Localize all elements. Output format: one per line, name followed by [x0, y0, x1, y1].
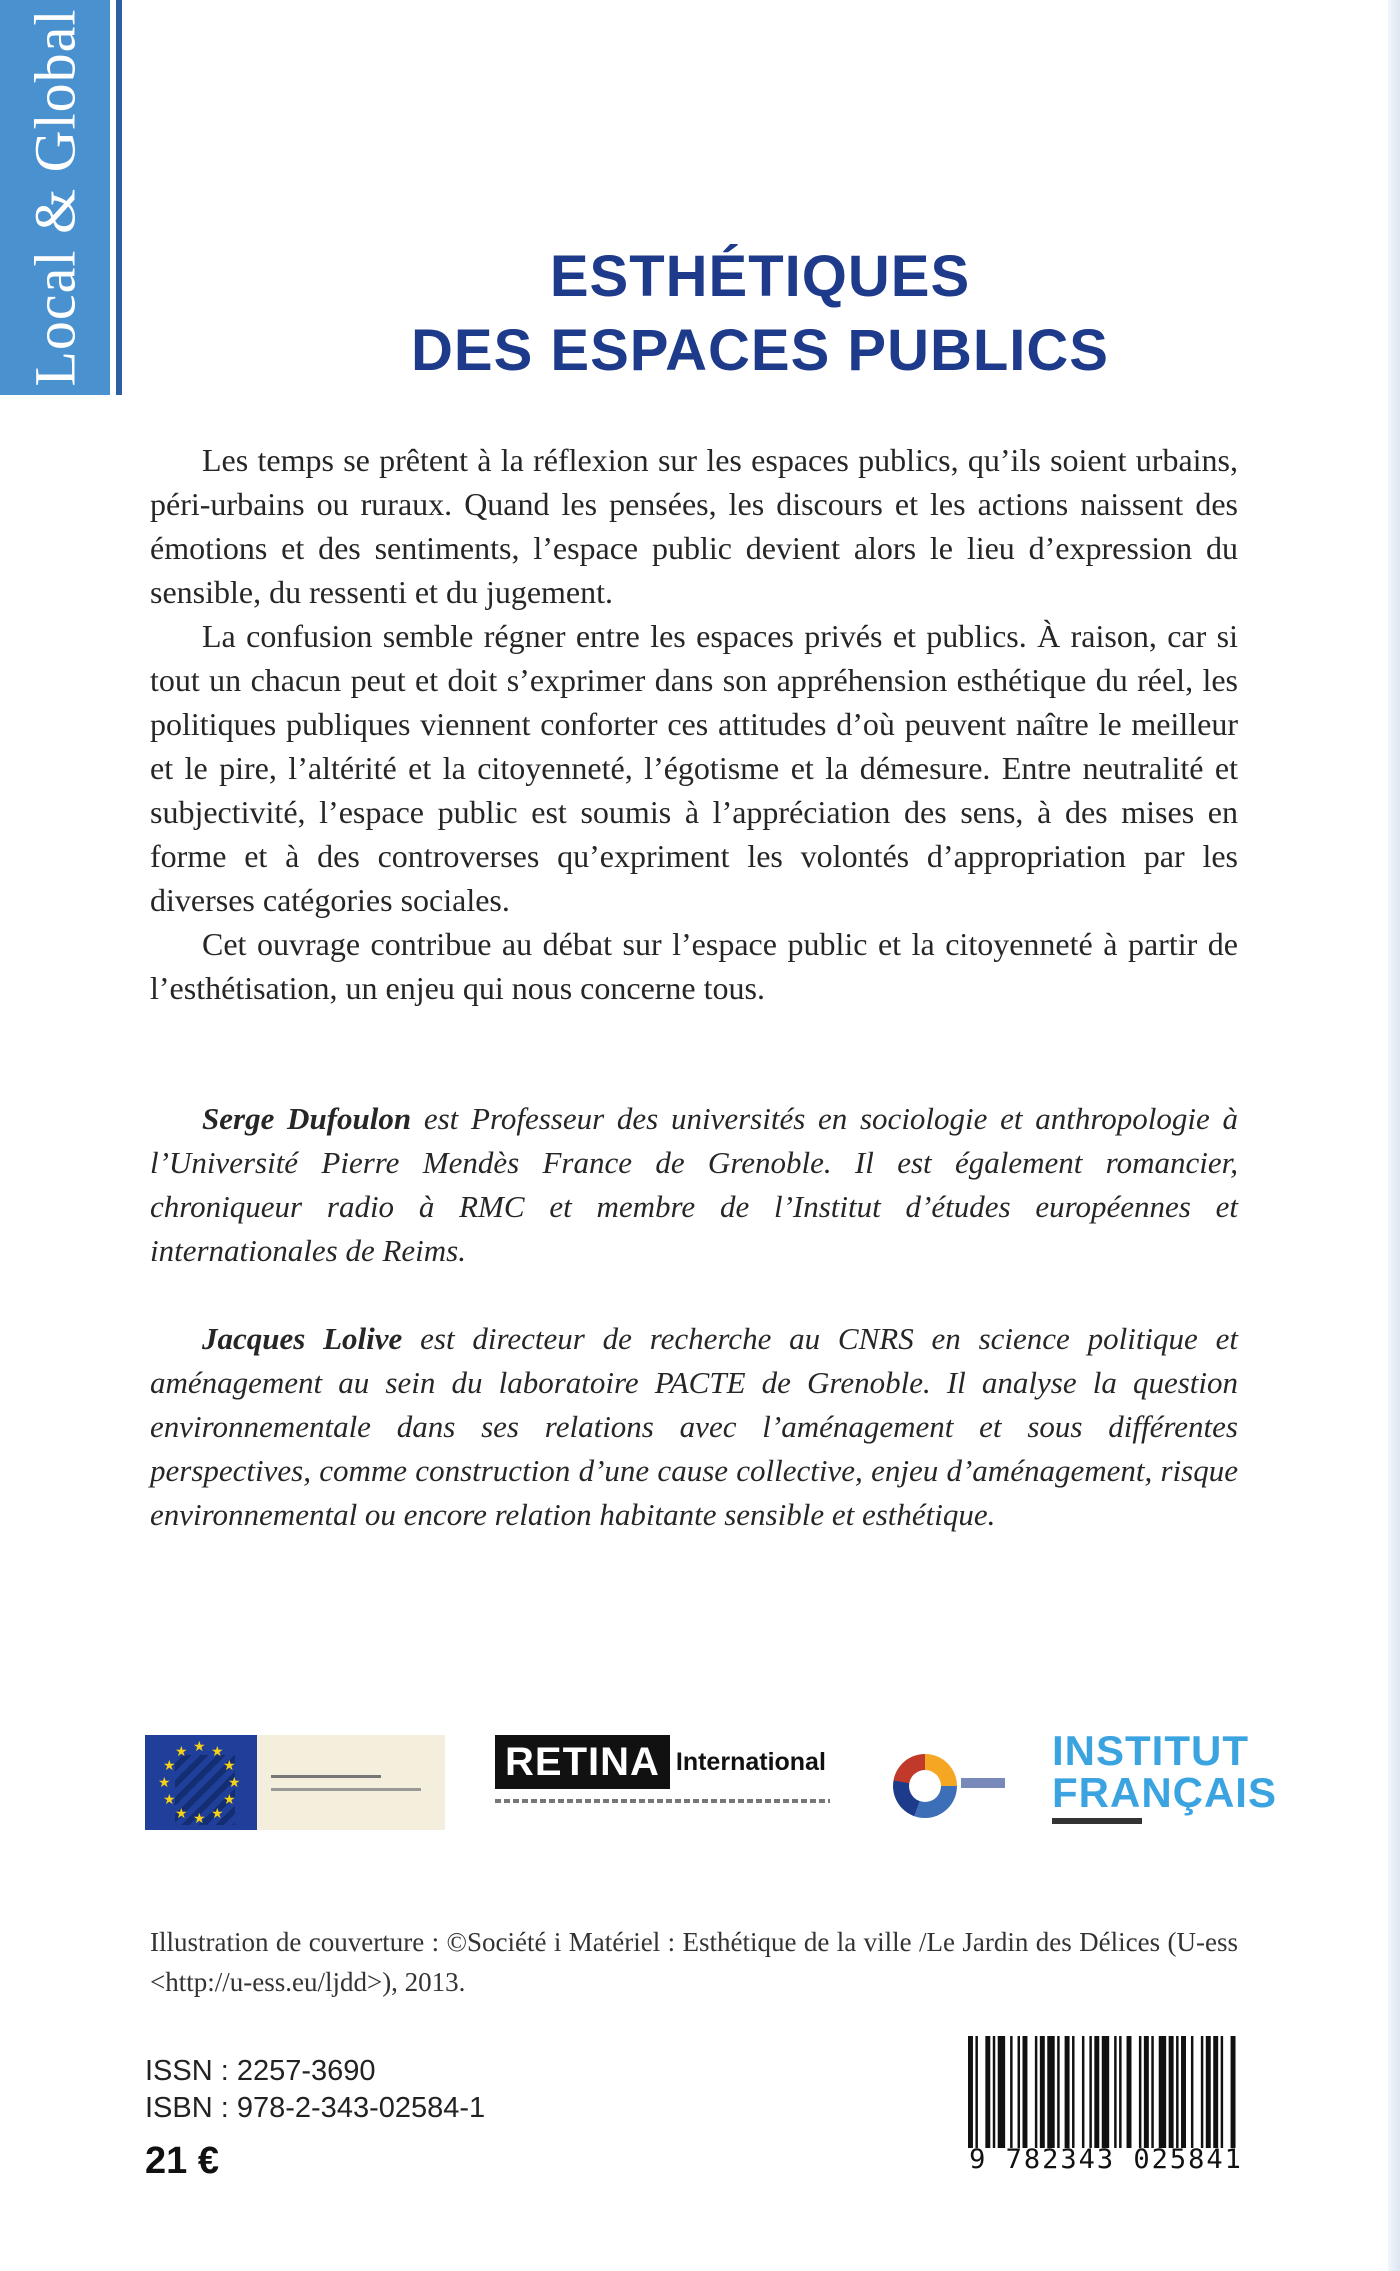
summary	[150, 438, 1238, 1010]
barcode-bar	[1213, 2036, 1218, 2148]
retina-logo	[495, 1735, 840, 1815]
barcode-bar	[1040, 2036, 1045, 2148]
barcode-bar	[1119, 2036, 1121, 2148]
barcode-bar	[1221, 2036, 1223, 2148]
author-bio-text: est directeur de recherche au CNRS en science politique et aménagement au sein du laboratoire PACTE de Grenoble. Il analyse la question environnementale dans ses relations avec l’aménagement et sous différentes perspectives, comme construction d’une cause collective, enjeu d’aménagement, risque environnemental ou encore relation habitante sensible et esthétique.	[150, 1321, 1238, 1532]
barcode-bar	[985, 2036, 990, 2148]
barcode-bar	[1176, 2036, 1178, 2148]
eu-logo	[145, 1735, 445, 1830]
barcode-bar	[1159, 2036, 1166, 2148]
issn: ISSN : 2257-3690	[145, 2055, 376, 2087]
author-bio-dufoulon	[150, 1097, 1238, 1273]
cover-credit: Illustration de couverture : ©Société i Matériel : Esthétique de la ville /Le Jardin des Délices (U-ess <http://u-ess.eu/ljdd>), 2013.	[150, 1927, 1238, 1997]
barcode-bar	[1181, 2036, 1186, 2148]
partner-circle-logo	[893, 1738, 1011, 1833]
eu-flag-icon: ★ ★ ★ ★ ★ ★ ★ ★ ★ ★ ★ ★	[145, 1735, 257, 1830]
barcode-bar	[1201, 2036, 1203, 2148]
summary-paragraph: Cet ouvrage contribue au débat sur l’espace public et la citoyenneté à partir de l’esthétisation, un enjeu qui nous concerne tous.	[150, 926, 1238, 1006]
summary-paragraph: Les temps se prêtent à la réflexion sur les espaces publics, qu’ils soient urbains, péri-urbains ou ruraux. Quand les pensées, les discours et les actions naissent des émotions et des sentiments, l’espace public devient alors le lieu d’expression du sensible, du ressenti et du jugement.	[150, 442, 1238, 610]
barcode-bar	[1065, 2036, 1070, 2148]
author-name: Jacques Lolive	[202, 1321, 403, 1356]
barcode-bar	[1231, 2036, 1236, 2148]
barcode-bar	[1169, 2036, 1174, 2148]
barcode-bar	[1151, 2036, 1153, 2148]
barcode-bar	[998, 2036, 1005, 2148]
barcode-bar	[1102, 2036, 1109, 2148]
retina-tagline-graphic	[495, 1799, 830, 1803]
barcode-bar	[1094, 2036, 1099, 2148]
barcode-bar	[1144, 2036, 1149, 2148]
cover-edge	[1388, 0, 1400, 2271]
author-bio-lolive	[150, 1317, 1238, 1537]
eu-caption-graphic	[257, 1735, 445, 1830]
author-bio-text: est Professeur des universités en sociologie et anthropologie à l’Université Pierre Mendès France de Grenoble. Il est également romancier, chroniqueur radio à RMC et membre de l’Institut d’études européennes et internationales de Reims.	[150, 1101, 1238, 1268]
barcode	[968, 2036, 1243, 2175]
retina-suffix: International	[675, 1748, 826, 1776]
institut-line2: FRANÇAIS	[1052, 1769, 1277, 1816]
barcode-bar	[1089, 2036, 1091, 2148]
institut-line1: INSTITUT	[1052, 1727, 1249, 1774]
barcode-bar	[968, 2036, 973, 2148]
author-name: Serge Dufoulon	[202, 1101, 412, 1136]
barcode-bar	[1047, 2036, 1054, 2148]
series-label: Local & Global	[22, 8, 88, 387]
barcode-bars-icon	[968, 2036, 1238, 2148]
barcode-bar	[1191, 2036, 1193, 2148]
book-title-line1: ESTHÉTIQUES	[549, 244, 971, 309]
barcode-bar	[975, 2036, 977, 2148]
barcode-bar	[1206, 2036, 1211, 2148]
series-label-wrap	[0, 0, 110, 395]
barcode-bar	[1057, 2036, 1059, 2148]
barcode-bar	[1127, 2036, 1132, 2148]
institut-subtitle-graphic	[1052, 1818, 1237, 1824]
barcode-bar	[1114, 2036, 1116, 2148]
retina-wordmark: RETINA	[495, 1735, 670, 1789]
barcode-digits: 9 782343 025841	[969, 2144, 1243, 2175]
barcode-bar	[1139, 2036, 1141, 2148]
barcode-bar	[993, 2036, 995, 2148]
price: 21 €	[145, 2140, 219, 2182]
book-title-line2: DES ESPACES PUBLICS	[411, 318, 1109, 383]
barcode-bar	[1022, 2036, 1027, 2148]
circle-logo-wordmark-icon	[961, 1775, 1005, 1791]
series-rule	[116, 0, 122, 395]
institut-francais-logo	[1052, 1727, 1277, 1840]
circle-logo-icon	[893, 1754, 957, 1818]
barcode-bar	[1035, 2036, 1037, 2148]
barcode-bar	[1082, 2036, 1084, 2148]
circle-logo-mark	[961, 1775, 1005, 1796]
summary-paragraph: La confusion semble régner entre les espaces privés et publics. À raison, car si tout un chacun peut et doit s’exprimer dans son appréhension esthétique du réel, les politiques publiques viennent conforter ces attitudes d’où peuvent naître le meilleur et le pire, l’altérité et la citoyenneté, l’égotisme et la démesure. Entre neutralité et subjectivité, l’espace public est soumis à l’appréciation des sens, à des mises en forme et à des controverses qu’expriment les volontés d’appropriation par les diverses catégories sociales.	[150, 618, 1238, 918]
isbn: ISBN : 978-2-343-02584-1	[145, 2092, 486, 2124]
barcode-bar	[1018, 2036, 1020, 2148]
barcode-bar	[1072, 2036, 1074, 2148]
barcode-bar	[1010, 2036, 1012, 2148]
